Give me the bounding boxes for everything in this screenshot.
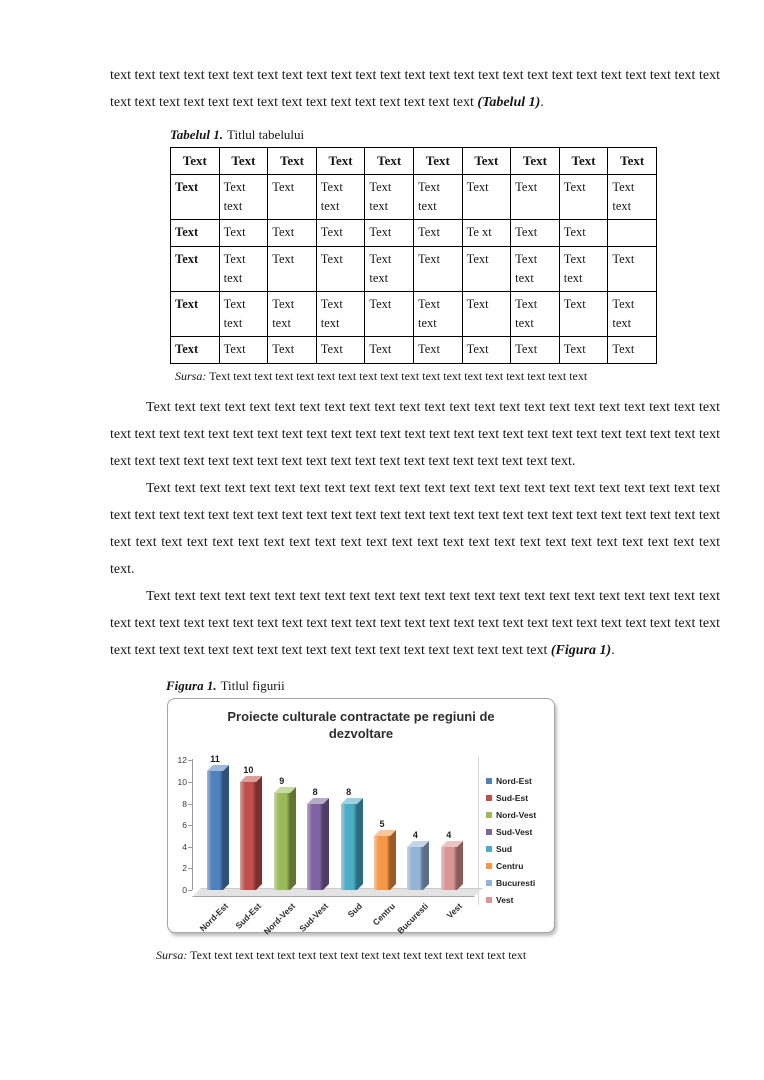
x-axis-category-label: Sud-Vest — [297, 901, 331, 934]
figure-reference: (Figura 1) — [550, 643, 612, 658]
table-header-cell: Text — [219, 148, 268, 175]
table-cell: Text text — [559, 247, 608, 292]
bar-front-face — [441, 847, 457, 890]
table-header-cell: Text — [462, 148, 511, 175]
table-cell: Text — [413, 247, 462, 292]
table-cell: Text — [511, 175, 560, 220]
x-axis-category-label: Sud — [345, 901, 364, 920]
table-cell: Text — [559, 292, 608, 337]
table-header-cell: Text — [268, 148, 317, 175]
table-cell: Text — [171, 292, 220, 337]
table-cell: Text — [365, 220, 414, 247]
table-cell: Text text — [511, 292, 560, 337]
table-cell: Text text — [413, 175, 462, 220]
bar-front-face — [407, 847, 423, 890]
legend-item — [486, 844, 536, 854]
table-cell: Text — [413, 337, 462, 364]
table-cell: Te xt — [462, 220, 511, 247]
y-axis-tick-label: 8 — [182, 798, 187, 809]
table-cell: Text text — [316, 292, 365, 337]
legend-marker — [486, 812, 492, 818]
x-axis-category-label: Sud-Est — [233, 901, 264, 931]
paragraph-4-tail: . — [611, 643, 615, 658]
legend-marker — [486, 778, 492, 784]
table-cell: Text — [511, 337, 560, 364]
bar-sud-vest — [307, 804, 323, 890]
paragraph-1 — [110, 62, 720, 116]
table-cell: Text — [171, 220, 220, 247]
bar-front-face — [240, 782, 256, 890]
bar-front-face — [374, 836, 390, 890]
x-axis-category-label: Nord-Vest — [261, 901, 297, 937]
bar-value-label: 8 — [346, 786, 352, 797]
table-row — [171, 175, 657, 220]
bar-chart — [167, 698, 555, 937]
table-cell: Text — [268, 220, 317, 247]
table-cell: Text — [268, 247, 317, 292]
table-cell: Text — [559, 175, 608, 220]
table-cell: Text text — [219, 292, 268, 337]
table-row — [171, 247, 657, 292]
bar-front-face — [341, 804, 357, 890]
table-header-cell: Text — [608, 148, 657, 175]
table-cell: Text — [413, 220, 462, 247]
bar-centru — [374, 836, 390, 890]
table-cell: Text — [171, 337, 220, 364]
table-cell: Text — [268, 175, 317, 220]
table-cell: Text — [462, 247, 511, 292]
table-cell: Text — [316, 220, 365, 247]
x-axis-category-label: Bucuresti — [395, 901, 431, 936]
table-cell: Text — [559, 337, 608, 364]
bar-side-face — [223, 765, 229, 890]
legend-item — [486, 861, 536, 871]
data-table — [170, 147, 657, 364]
bar-side-face — [323, 798, 329, 890]
table-cell: Text text — [365, 247, 414, 292]
table-cell: Text — [316, 247, 365, 292]
x-axis-category-label: Vest — [444, 901, 464, 921]
table-cell: Text — [608, 247, 657, 292]
figure-source-label: Sursa: — [156, 948, 188, 962]
paragraph-4-text: Text text text text text text text text text text text text text text text text text text text text text text text text text text text text text text text text text text text text text text text text text text text text text text text text text text text text text text text text text text text text text text text text text text — [110, 589, 720, 658]
table-header-cell: Text — [171, 148, 220, 175]
table-cell: Text text — [413, 292, 462, 337]
bar-nord-vest — [274, 793, 290, 890]
table-source-label: Sursa: — [175, 369, 207, 383]
table-cell: Text text — [608, 292, 657, 337]
table-cell: Text text — [511, 247, 560, 292]
y-axis-tick-mark — [188, 890, 192, 891]
legend-marker — [486, 829, 492, 835]
figure-caption-text: Titlul figurii — [220, 678, 285, 693]
bar-sud-est — [240, 782, 256, 890]
table-header-cell: Text — [559, 148, 608, 175]
paragraph-1-text: text text text text text text text text text text text text text text text text text text text text text text text text text text text text text text text text text text text text text text text text — [110, 68, 720, 110]
bar-front-face — [307, 804, 323, 890]
legend-marker — [486, 863, 492, 869]
y-axis-tick-label: 4 — [182, 841, 187, 852]
table-body — [171, 175, 657, 364]
y-axis-tick-label: 10 — [177, 777, 187, 787]
y-axis-tick-mark — [188, 760, 192, 761]
table-row — [171, 337, 657, 364]
legend-label: Sud — [496, 844, 513, 854]
table-cell: Text text — [316, 175, 365, 220]
legend-label: Vest — [496, 895, 514, 905]
y-axis-line — [192, 759, 193, 890]
bar-bucuresti — [407, 847, 423, 890]
table-cell: Text — [462, 337, 511, 364]
table-caption — [170, 125, 720, 144]
table-row — [171, 220, 657, 247]
legend-item — [486, 810, 536, 820]
y-axis-tick-mark — [188, 868, 192, 869]
bar-side-face — [357, 798, 363, 890]
bar-side-face — [290, 787, 296, 890]
table-source-text: Text text text text text text text text text text text text text text text text text text — [209, 369, 588, 383]
table-cell: Text — [559, 220, 608, 247]
legend-label: Bucuresti — [496, 878, 536, 888]
legend-label: Sud-Est — [496, 793, 529, 803]
table-header-cell: Text — [316, 148, 365, 175]
paragraph-4 — [110, 583, 720, 664]
bar-sud — [341, 804, 357, 890]
bar-value-label: 10 — [243, 765, 254, 775]
table-cell: Text — [608, 337, 657, 364]
chart-floor — [192, 888, 483, 897]
table-cell: Text — [462, 292, 511, 337]
bar-value-label: 4 — [446, 829, 452, 840]
y-axis-tick-label: 2 — [182, 863, 187, 874]
table-caption-label: Tabelul 1. — [170, 127, 223, 142]
legend-marker — [486, 795, 492, 801]
table-cell: Text — [511, 220, 560, 247]
legend-marker — [486, 846, 492, 852]
paragraph-2: Text text text text text text text text text text text text text text text text text text text text text text text text text text text text text text text text text text text text text text text text text text text text text text text text text text text text text text text text text text text text text text text text text text text. — [110, 400, 720, 469]
x-axis-category-label: Nord-Est — [197, 901, 231, 934]
bar-side-face — [256, 776, 262, 890]
table-header — [171, 148, 657, 175]
bar-front-face — [207, 771, 223, 890]
table-cell: Text — [365, 337, 414, 364]
table-cell: Text — [219, 337, 268, 364]
bar-value-label: 9 — [279, 775, 285, 786]
bar-value-label: 4 — [412, 829, 418, 840]
legend-label: Sud-Vest — [496, 827, 533, 837]
bar-side-face — [390, 830, 396, 890]
chart-title: Proiecte culturale contractate pe regiuni de dezvoltare — [227, 709, 495, 741]
table-cell: Text — [462, 175, 511, 220]
bar-side-face — [457, 841, 463, 890]
table-cell: Text — [316, 337, 365, 364]
table-cell: Text text — [365, 175, 414, 220]
y-axis-tick-mark — [188, 782, 192, 783]
table-source — [175, 368, 720, 384]
plot-side-wall — [478, 757, 479, 905]
chart-legend — [486, 776, 536, 912]
legend-label: Nord-Est — [496, 776, 532, 786]
legend-item — [486, 878, 536, 888]
table-header-cell: Text — [511, 148, 560, 175]
bar-nord-est — [207, 771, 223, 890]
bar-vest — [441, 847, 457, 890]
legend-marker — [486, 897, 492, 903]
figure-caption — [166, 676, 720, 695]
figure-caption-label: Figura 1. — [166, 678, 217, 693]
table-cell: Text text — [219, 175, 268, 220]
paragraph-3: Text text text text text text text text text text text text text text text text text text text text text text text text text text text text text text text text text text text text text text text text text text text text text text text text text text text text text text text text text text text text text text text text text text text text text text text text text. — [110, 481, 720, 577]
y-axis-tick-label: 12 — [177, 755, 187, 766]
table-row — [171, 292, 657, 337]
bar-value-label: 5 — [379, 819, 385, 829]
table-cell: Text — [219, 220, 268, 247]
table-cell: Text — [268, 337, 317, 364]
table-header-row — [171, 148, 657, 175]
table-cell: Text — [171, 175, 220, 220]
legend-item — [486, 793, 536, 803]
table-cell: Text — [365, 292, 414, 337]
legend-item — [486, 827, 536, 837]
table-cell: Text text — [268, 292, 317, 337]
table-header-cell: Text — [413, 148, 462, 175]
bar-value-label: 11 — [210, 754, 220, 765]
table-caption-text: Titlul tabelului — [226, 127, 305, 142]
bar-value-label: 8 — [312, 786, 318, 797]
table-reference: (Tabelul 1) — [477, 95, 541, 110]
y-axis-tick-label: 6 — [182, 820, 187, 831]
x-axis-category-label: Centru — [370, 901, 398, 928]
y-axis-tick-mark — [188, 804, 192, 805]
bar-front-face — [274, 793, 290, 890]
table-cell: Text text — [608, 175, 657, 220]
table-header-cell: Text — [365, 148, 414, 175]
y-axis-tick-label: 0 — [182, 885, 187, 895]
legend-item — [486, 895, 536, 905]
table-cell — [608, 220, 657, 247]
legend-label: Centru — [496, 861, 524, 871]
legend-marker — [486, 880, 492, 886]
figure-source-text: Text text text text text text text text text text text text text text text text — [190, 948, 527, 962]
table-cell: Text — [171, 247, 220, 292]
legend-label: Nord-Vest — [496, 810, 537, 820]
table-cell: Text text — [219, 247, 268, 292]
y-axis-tick-mark — [188, 825, 192, 826]
y-axis-tick-mark — [188, 847, 192, 848]
bar-side-face — [423, 841, 429, 890]
legend-item — [486, 776, 536, 786]
paragraph-1-tail: . — [540, 95, 544, 110]
